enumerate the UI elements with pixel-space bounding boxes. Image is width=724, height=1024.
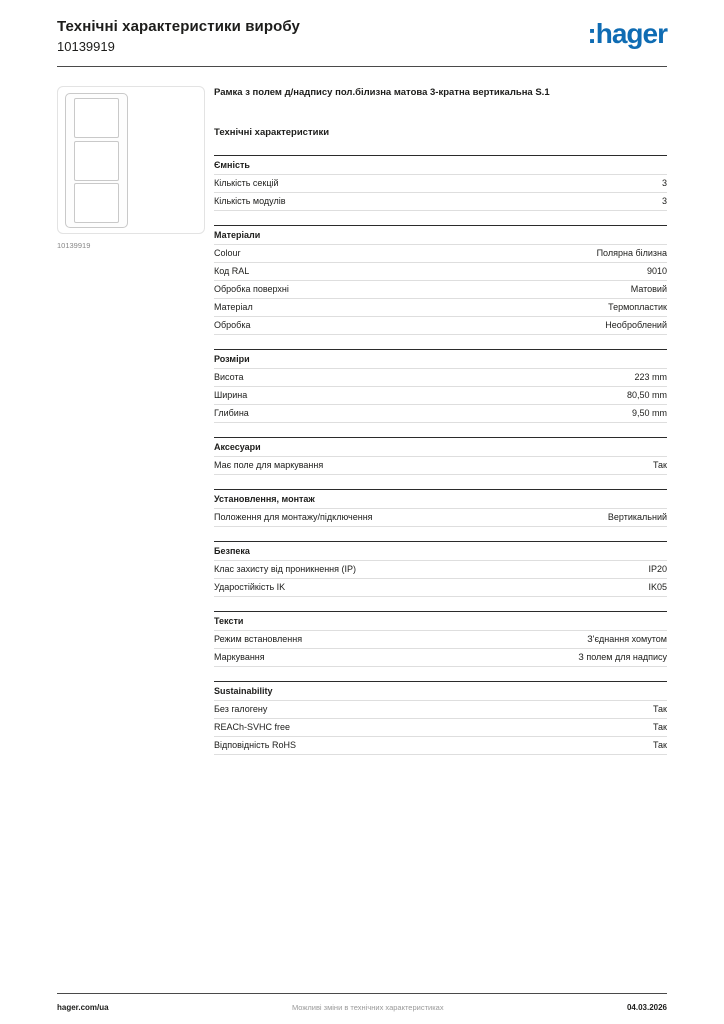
section-title: Sustainability [214, 681, 667, 701]
spec-label: Без галогену [214, 704, 268, 715]
spec-section-texts [214, 611, 667, 667]
spec-value: Полярна білизна [596, 248, 667, 259]
spec-row [214, 579, 667, 597]
footer-divider [57, 993, 667, 994]
spec-section-dimensions [214, 349, 667, 423]
spec-label: Ударостійкість IK [214, 582, 286, 593]
spec-row [214, 649, 667, 667]
spec-value: Так [652, 460, 667, 471]
footer-note: Можливі зміни в технічних характеристиках [291, 1003, 444, 1012]
spec-value: IP20 [648, 564, 667, 575]
spec-row [214, 193, 667, 211]
section-title: Установлення, монтаж [214, 489, 667, 509]
product-description: Рамка з полем д/надпису пол.білизна матова 3-кратна вертикальна S.1 [214, 87, 550, 98]
spec-section-installation [214, 489, 667, 527]
spec-label: Клас захисту від проникнення (IP) [214, 564, 357, 575]
section-title: Ємність [214, 155, 667, 175]
spec-label: Код RAL [214, 266, 250, 277]
spec-value: 80,50 mm [626, 390, 667, 401]
spec-row [214, 457, 667, 475]
spec-label: REACh-SVHC free [214, 722, 291, 733]
spec-section-safety [214, 541, 667, 597]
spec-label: Відповідність RoHS [214, 740, 296, 751]
spec-label: Висота [214, 372, 244, 383]
spec-value: Вертикальний [607, 512, 667, 523]
spec-row [214, 387, 667, 405]
specs-title: Технічні характеристики [214, 126, 330, 138]
spec-row [214, 631, 667, 649]
spec-section-capacity [214, 155, 667, 211]
footer-site: hager.com/ua [57, 1003, 109, 1012]
spec-value: Термопластик [608, 302, 667, 313]
spec-label: Colour [214, 248, 241, 259]
spec-value: Матовий [630, 284, 667, 295]
spec-value: 223 mm [634, 372, 667, 383]
spec-row [214, 561, 667, 579]
spec-row [214, 737, 667, 755]
spec-row [214, 317, 667, 335]
specs-column [214, 86, 667, 755]
page-footer [57, 993, 667, 1012]
header-title-block [57, 18, 300, 54]
spec-value: Так [652, 704, 667, 715]
spec-row [214, 509, 667, 527]
spec-value: З полем для надпису [578, 652, 667, 663]
footer-row [57, 1003, 667, 1012]
spec-value: 9010 [646, 266, 667, 277]
spec-label: Кількість модулів [214, 196, 286, 207]
spec-label: Ширина [214, 390, 248, 401]
product-image-column [57, 86, 205, 250]
spec-label: Обробка [214, 320, 251, 331]
spec-row [214, 701, 667, 719]
frame-opening [74, 183, 119, 223]
hager-logo: :hager [587, 18, 667, 49]
spec-row [214, 175, 667, 193]
spec-row [214, 263, 667, 281]
spec-value: IK05 [648, 582, 667, 593]
spec-value: Так [652, 740, 667, 751]
spec-value: 3 [661, 178, 667, 189]
spec-label: Має поле для маркування [214, 460, 324, 471]
spec-label: Глибина [214, 408, 249, 419]
spec-label: Кількість секцій [214, 178, 279, 189]
page-header [57, 18, 667, 54]
page-title: Технічні характеристики виробу [57, 18, 300, 35]
frame-opening [74, 98, 119, 138]
spec-label: Маркування [214, 652, 265, 663]
section-title: Аксесуари [214, 437, 667, 457]
frame-opening [74, 141, 119, 181]
spec-value: 3 [661, 196, 667, 207]
spec-value: Необроблений [605, 320, 667, 331]
section-title: Матеріали [214, 225, 667, 245]
spec-row [214, 369, 667, 387]
product-image-caption: 10139919 [57, 241, 91, 250]
product-id: 10139919 [57, 39, 115, 54]
section-title: Тексти [214, 611, 667, 631]
spec-section-materials [214, 225, 667, 335]
spec-row [214, 299, 667, 317]
spec-row [214, 405, 667, 423]
spec-label: Матеріал [214, 302, 253, 313]
spec-label: Положення для монтажу/підключення [214, 512, 373, 523]
product-image [57, 86, 205, 234]
header-divider [57, 66, 667, 67]
spec-row [214, 281, 667, 299]
spec-value: 9,50 mm [631, 408, 667, 419]
spec-value: З'єднання хомутом [587, 634, 667, 645]
spec-row [214, 719, 667, 737]
spec-section-sustainability [214, 681, 667, 755]
spec-row [214, 245, 667, 263]
content-area [57, 86, 667, 993]
spec-label: Обробка поверхні [214, 284, 289, 295]
spec-section-accessories [214, 437, 667, 475]
spec-label: Режим встановлення [214, 634, 303, 645]
frame-drawing-icon [65, 93, 128, 228]
section-title: Розміри [214, 349, 667, 369]
spec-value: Так [652, 722, 667, 733]
section-title: Безпека [214, 541, 667, 561]
footer-date: 04.03.2026 [626, 1003, 667, 1012]
